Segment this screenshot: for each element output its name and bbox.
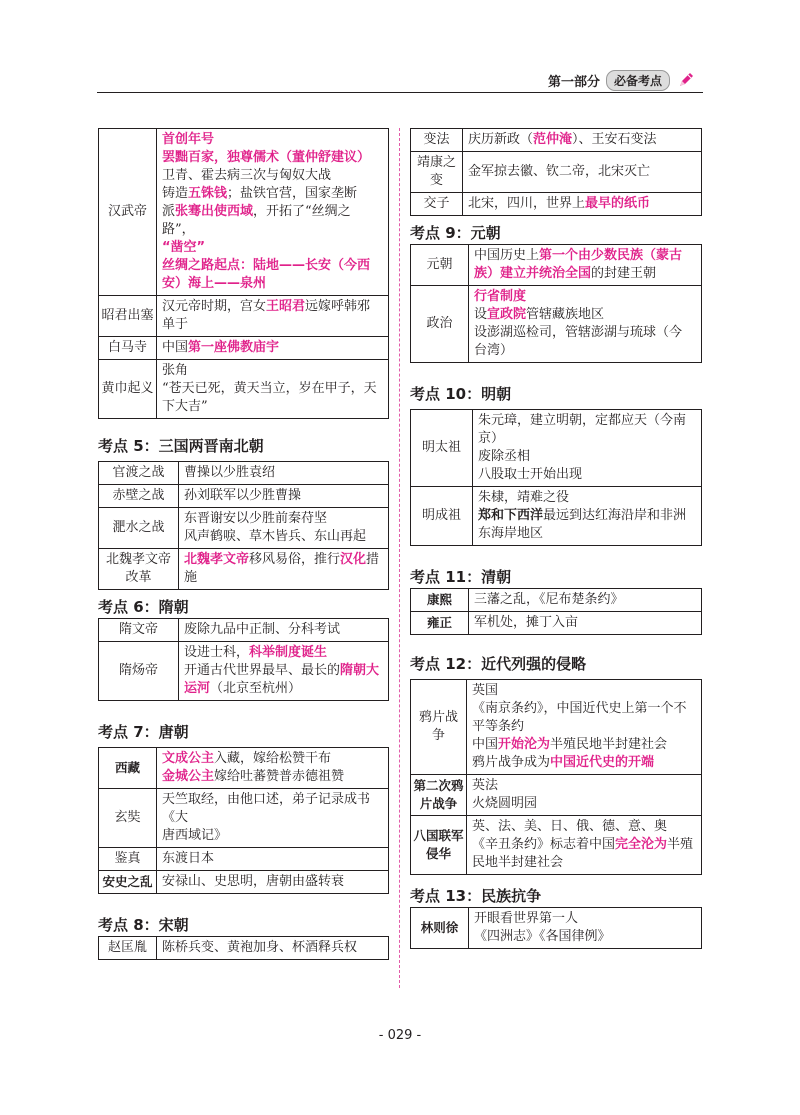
row-key: 明太祖 [411,410,473,487]
text-segment: 八股取士开始出现 [478,467,583,482]
text-segment: 民地半封建社会 [472,855,564,870]
content-line [474,265,696,283]
content-line [162,768,383,786]
s11-table-grid [410,588,702,635]
content-line [162,850,383,868]
row-key: 赤壁之战 [99,485,179,508]
table-row [411,589,702,612]
text-segment: 科举制度诞生 [249,645,328,660]
text-segment: 火烧圆明园 [472,796,538,811]
table-row [99,848,389,871]
s5-table [98,461,389,590]
row-content [463,193,702,216]
header-label [548,70,696,90]
s8-table-grid [98,936,389,960]
content-line [162,298,383,316]
text-segment: 嫁给吐蕃赞普赤德祖赞 [214,769,345,784]
content-line [472,818,696,836]
text-segment: 施 [184,570,198,585]
content-line [478,412,696,448]
table-row [411,612,702,635]
row-content [469,245,702,286]
section-title-12: 考点 12：近代列强的侵略 [410,655,587,673]
row-key: 淝水之战 [99,508,179,549]
row-content [179,549,389,590]
text-segment: 罢黜百家，独尊儒术（董仲舒建议） [162,150,371,165]
text-segment: 三藩之乱，《尼布楚条约》 [474,592,624,607]
text-segment: 郑和下西洋 [478,508,544,523]
text-segment: 《南京条约》，中国近代史上第一个不 [472,701,687,716]
text-segment: 庆历新政（ [468,132,534,147]
content-line [162,275,383,293]
text-segment: 英、法、美、日、俄、德、意、奥 [472,819,668,834]
text-segment: 行省制度 [474,289,527,304]
text-segment: 远嫁呼韩邪 [305,299,371,314]
text-segment: 安禄山、史思明，唐朝由盛转衰 [162,874,345,889]
text-segment: 北魏孝文帝 [184,552,250,567]
row-key: 安史之乱 [99,871,157,894]
content-line [162,239,383,257]
header-rule [97,92,703,93]
row-content [473,410,702,487]
row-content [467,680,702,775]
content-line [474,306,696,324]
text-segment: 朱元璋，建立明朝，定都应天（今南京） [478,413,687,446]
row-key: 西藏 [99,748,157,789]
text-segment: 金城公主 [162,769,215,784]
text-segment: 汉化 [340,552,367,567]
row-content [467,816,702,875]
content-line [468,131,696,149]
s13-table [410,907,702,949]
content-line [162,203,383,239]
row-content [473,487,702,546]
text-segment: 东晋谢安以少胜前秦苻坚 [184,511,328,526]
s11-table [410,588,702,635]
text-segment: 族）建立并统治全国 [474,266,592,281]
s13-table-grid [410,907,702,949]
content-line [162,149,383,167]
table-row [99,748,389,789]
text-segment: 范仲淹 [533,132,573,147]
row-key: 变法 [411,129,463,152]
text-segment: 半殖民地半封建社会 [550,737,668,752]
row-key: 林则徐 [411,908,469,949]
text-segment: 派 [162,204,176,219]
content-line [478,448,696,466]
row-key: 昭君出塞 [99,296,157,337]
content-line [162,873,383,891]
text-segment: 开通古代世界最早、最长的 [184,663,341,678]
text-segment: 《辛丑条约》标志着中国 [472,837,616,852]
text-segment: “凿空” [162,240,206,255]
content-line [162,939,383,957]
table-row [99,871,389,894]
row-key: 第二次鸦片战争 [411,775,467,816]
row-key: 黄巾起义 [99,360,157,419]
content-line [162,339,383,357]
han-table [98,128,389,419]
content-line [162,791,383,827]
text-segment: 开始沦为 [498,737,551,752]
text-segment: 下大吉” [162,399,208,414]
text-segment: 铸造 [162,186,189,201]
text-segment: 半殖 [667,837,694,852]
pencil-icon [676,70,696,90]
s12-table [410,679,702,875]
content-line [162,398,383,416]
row-content [157,937,389,960]
row-key: 隋文帝 [99,619,179,642]
text-segment: 东海岸地区 [478,526,544,541]
text-segment: 卫青、霍去病三次与匈奴大战 [162,168,332,183]
row-content [157,296,389,337]
content-line [474,614,696,632]
text-segment: 《四洲志》《各国律例》 [474,929,611,944]
table-row [411,680,702,775]
text-segment: 东渡日本 [162,851,215,866]
row-content [157,789,389,848]
table-row [99,360,389,419]
row-key: 雍正 [411,612,469,635]
han-table-grid [98,128,389,419]
right-column [410,128,702,949]
row-key: 隋炀帝 [99,642,179,701]
table-row [99,296,389,337]
text-segment: 首创年号 [162,132,215,147]
content-line [162,257,383,275]
s12-table-grid [410,679,702,875]
table-row [99,129,389,296]
text-segment: “苍天已死，黄天当立，岁在甲子，天 [162,381,377,396]
content-line [184,621,383,639]
content-line [478,466,696,484]
left-column [98,128,389,960]
text-segment: 最早的纸币 [585,196,651,211]
text-segment: 隋朝大 [340,663,380,678]
table-row [411,410,702,487]
s5-table-grid [98,461,389,590]
text-segment: 最远到达红海沿岸和非洲 [543,508,687,523]
text-segment: （北京至杭州） [210,681,302,696]
text-segment: 台湾） [474,343,514,358]
text-segment: 鸦片战争成为 [472,755,551,770]
section-title-8: 考点 8：宋朝 [98,916,189,934]
content-line [474,910,696,928]
s7-table [98,747,389,894]
row-key: 康熙 [411,589,469,612]
content-line [472,754,696,772]
section-title-6: 考点 6：隋朝 [98,598,189,616]
row-key: 汉武帝 [99,129,157,296]
content-line [474,288,696,306]
table-row [99,549,389,590]
content-line [474,591,696,609]
column-divider [399,128,400,988]
content-line [184,487,383,505]
section-title-5: 考点 5：三国两晋南北朝 [98,437,264,455]
text-segment: 管辖藏族地区 [526,307,605,322]
s9-table [410,244,702,363]
row-content [157,360,389,419]
text-segment: 安）海上——泉州 [162,276,267,291]
section-title-9: 考点 9：元朝 [410,224,501,242]
row-content [467,775,702,816]
content-line [184,662,383,680]
content-line [472,700,696,718]
text-segment: 设 [474,307,488,322]
row-content [179,619,389,642]
content-line [184,680,383,698]
text-segment: ）、王安石变法 [572,132,657,147]
row-content [179,508,389,549]
song2-table-grid [410,128,702,216]
content-line [472,736,696,754]
text-segment: 废除丞相 [478,449,531,464]
text-segment: 设澎湖巡检司，管辖澎湖与琉球（今 [474,325,683,340]
row-content [179,485,389,508]
badge-label: 必备考点 [606,70,670,91]
text-segment: 曹操以少胜袁绍 [184,465,276,480]
s6-table [98,618,389,701]
text-segment: 五铢钱 [188,186,228,201]
row-content [469,908,702,949]
row-key: 元朝 [411,245,469,286]
text-segment: 北宋，四川，世界上 [468,196,586,211]
row-content [157,748,389,789]
section-title-11: 考点 11：清朝 [410,568,512,586]
content-line [472,682,696,700]
text-segment: 入藏，嫁给松赞干布 [214,751,332,766]
content-line [472,795,696,813]
table-row [411,908,702,949]
row-content [469,589,702,612]
content-line [162,750,383,768]
content-line [472,777,696,795]
content-line [472,836,696,854]
text-segment: 金军掠去徽、钦二帝，北宋灭亡 [468,164,651,179]
content-line [162,362,383,380]
content-line [472,854,696,872]
text-segment: 移风易俗，推行 [249,552,341,567]
s10-table [410,409,702,546]
row-content [463,129,702,152]
s10-table-grid [410,409,702,546]
content-line [162,827,383,845]
row-key: 官渡之战 [99,462,179,485]
table-row [411,129,702,152]
content-line [474,324,696,342]
table-row [99,642,389,701]
text-segment: 陈桥兵变、黄袍加身、杯酒释兵权 [162,940,358,955]
row-key: 白马寺 [99,337,157,360]
row-content [157,129,389,296]
content-line [162,380,383,398]
row-content [179,462,389,485]
table-row [99,462,389,485]
content-line [162,316,383,334]
content-line [478,525,696,543]
table-row [411,286,702,363]
text-segment: 单于 [162,317,189,332]
row-content [179,642,389,701]
text-segment: 孙刘联军以少胜曹操 [184,488,302,503]
row-key: 北魏孝文帝改革 [99,549,179,590]
s7-table-grid [98,747,389,894]
song-table-continued [410,128,702,216]
content-line [468,195,696,213]
content-line [184,510,383,528]
part-label: 第一部分 [548,74,601,90]
content-line [184,551,383,569]
section-title-10: 考点 10：明朝 [410,385,512,403]
text-segment: 文成公主 [162,751,215,766]
table-row [99,337,389,360]
row-content [463,152,702,193]
content-line [184,569,383,587]
content-line [474,928,696,946]
text-segment: 汉元帝时期，宫女 [162,299,267,314]
table-row [99,789,389,848]
text-segment: 平等条约 [472,719,525,734]
text-segment: 朱棣，靖难之役 [478,490,570,505]
text-segment: 军机处，摊丁入亩 [474,615,579,630]
row-content [157,871,389,894]
section-title-7: 考点 7：唐朝 [98,723,189,741]
text-segment: 英国 [472,683,499,698]
text-segment: 王昭君 [266,299,306,314]
table-row [99,937,389,960]
row-key: 鸦片战争 [411,680,467,775]
content-line [184,464,383,482]
text-segment: 第一座佛教庙宇 [188,340,280,355]
content-line [478,507,696,525]
text-segment: 运河 [184,681,211,696]
text-segment: 完全沦为 [615,837,668,852]
table-row [99,508,389,549]
table-row [99,619,389,642]
text-segment: 张骞出使西域 [175,204,254,219]
row-key: 明成祖 [411,487,473,546]
content-line [162,167,383,185]
section-title-13: 考点 13：民族抗争 [410,887,542,905]
row-content [157,848,389,871]
table-row [411,193,702,216]
row-key: 赵匡胤 [99,937,157,960]
row-content [157,337,389,360]
text-segment: 开眼看世界第一人 [474,911,579,926]
text-segment: 英法 [472,778,499,793]
content-line [162,185,383,203]
s8-table [98,936,389,960]
row-key: 政治 [411,286,469,363]
text-segment: 废除九品中正制、分科考试 [184,622,341,637]
text-segment: ；盐铁官营，国家垄断 [227,186,358,201]
row-key: 鉴真 [99,848,157,871]
text-segment: 风声鹤唳、草木皆兵、东山再起 [184,529,367,544]
row-key: 靖康之变 [411,152,463,193]
text-segment: 第一个由少数民族（蒙古 [539,248,683,263]
text-segment: ，开拓了“丝绸之路”， [162,204,351,237]
table-row [411,245,702,286]
content-line [184,644,383,662]
page-number: - 029 - [378,1028,422,1043]
text-segment: 天竺取经，由他口述，弟子记录成书《大 [162,792,371,825]
text-segment: 唐西域记》 [162,828,228,843]
s6-table-grid [98,618,389,701]
text-segment: 中国历史上 [474,248,540,263]
text-segment: 的封建王朝 [591,266,657,281]
content-line [472,718,696,736]
content-line [162,131,383,149]
text-segment: 措 [366,552,380,567]
text-segment: 丝绸之路起点：陆地——长安（今西 [162,258,371,273]
content-line [474,247,696,265]
text-segment: 宣政院 [487,307,527,322]
content-line [478,489,696,507]
text-segment: 设进士科， [184,645,250,660]
text-segment: 张角 [162,363,189,378]
row-key: 交子 [411,193,463,216]
row-key: 玄奘 [99,789,157,848]
text-segment: 中国近代史的开端 [550,755,655,770]
content-line [468,163,696,181]
text-segment: 中国 [472,737,499,752]
table-row [411,816,702,875]
table-row [99,485,389,508]
row-content [469,286,702,363]
text-segment: 中国 [162,340,189,355]
table-row [411,775,702,816]
content-line [474,342,696,360]
s9-table-grid [410,244,702,363]
row-content [469,612,702,635]
content-line [184,528,383,546]
table-row [411,152,702,193]
table-row [411,487,702,546]
row-key: 八国联军侵华 [411,816,467,875]
